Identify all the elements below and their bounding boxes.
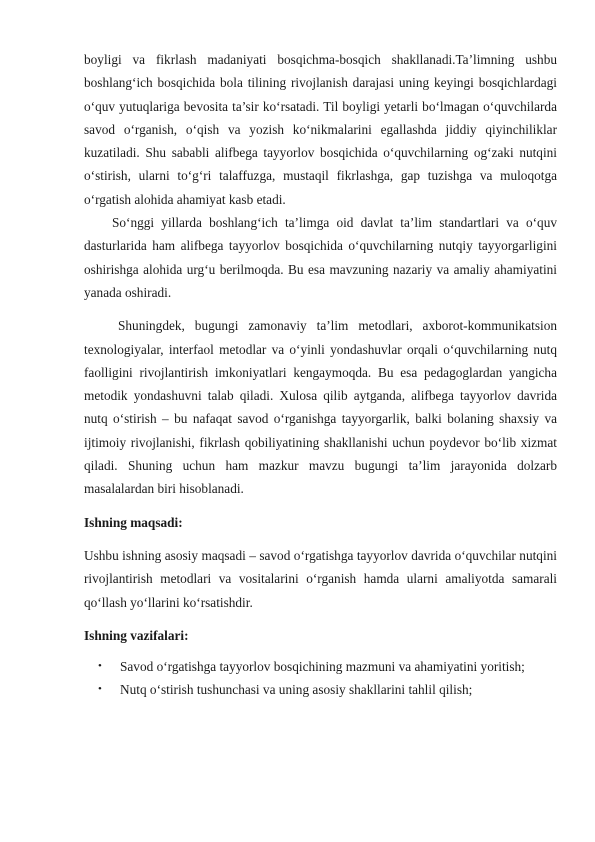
- tasks-list: [84, 655, 557, 702]
- list-item: [84, 655, 557, 678]
- tasks-heading: Ishning vazifalari:: [84, 627, 189, 643]
- bullet-icon: •: [98, 660, 102, 673]
- paragraph-intro: boyligi va fikrlash madaniyati bosqichma-bosqich shakllanadi.Ta’limning ushbu boshlang‘ich bosqichida bola tilining rivojlanish darajasi uning keyingi bosqichlardagi o‘quv yutuqlariga bevosita ta’sir ko‘rsatadi. Til boyligi yetarli bo‘lmagan o‘quvchilarda savod o‘rganish, o‘qish va yozish ko‘nikmalarini egallashda jiddiy qiyinchiliklar kuzatiladi. Shu sababli alifbega tayyorlov bosqichida o‘quvchilarning og‘zaki nutqini o‘stirish, ularni to‘g‘ri talaffuzga, mustaqil fikrlashga, gap tuzishga va muloqotga o‘rgatish alohida ahamiyat kasb etadi.: [84, 52, 557, 207]
- list-item: [84, 678, 557, 701]
- list-item-text: Nutq o‘stirish tushunchasi va uning asosiy shakllarini tahlil qilish;: [120, 682, 473, 698]
- bullet-icon: •: [98, 683, 102, 696]
- goal-paragraph: Ushbu ishning asosiy maqsadi – savod o‘rgatishga tayyorlov davrida o‘quvchilar nutqini rivojlantirish metodlari va vositalarini o‘rganish hamda ularni amaliyotda samarali qo‘llash yo‘llarini ko‘rsatishdir.: [84, 547, 557, 610]
- document-page: [84, 48, 557, 702]
- paragraph-modern-methods: Shuningdek, bugungi zamonaviy ta’lim metodlari, axborot-kommunikatsion texnologiyalar, interfaol metodlar va o‘yinli yondashuvlar orqali o‘quvchilarning nutq faolligini rivojlantirish imkoniyatlari kengaymoqda. Bu esa pedagoglardan yangicha metodik yondashuvni talab qiladi. Xulosa qilib aytganda, alifbega tayyorlov davrida nutq o‘stirish – bu nafaqat savod o‘rganishga tayyorgarlik, balki bolaning shaxsiy va ijtimoiy rivojlanishi, fikrlash qobiliyatining shakllanishi uchun poydevor bo‘lib xizmat qiladi. Shuning uchun ham mazkur mavzu bugungi ta’lim jarayonida dolzarb masalalardan biri hisoblanadi.: [84, 318, 557, 497]
- list-item-text: Savod o‘rgatishga tayyorlov bosqichining mazmuni va ahamiyatini yoritish;: [120, 659, 525, 675]
- goal-heading: Ishning maqsadi:: [84, 514, 183, 530]
- paragraph-standards: So‘nggi yillarda boshlang‘ich ta’limga oid davlat ta’lim standartlari va o‘quv dasturlarida ham alifbega tayyorlov bosqichida o‘quvchilarning nutqiy tayyorgarligini oshirishga alohida urg‘u berilmoqda. Bu esa mavzuning nazariy va amaliy ahamiyatini yanada oshiradi.: [84, 215, 557, 300]
